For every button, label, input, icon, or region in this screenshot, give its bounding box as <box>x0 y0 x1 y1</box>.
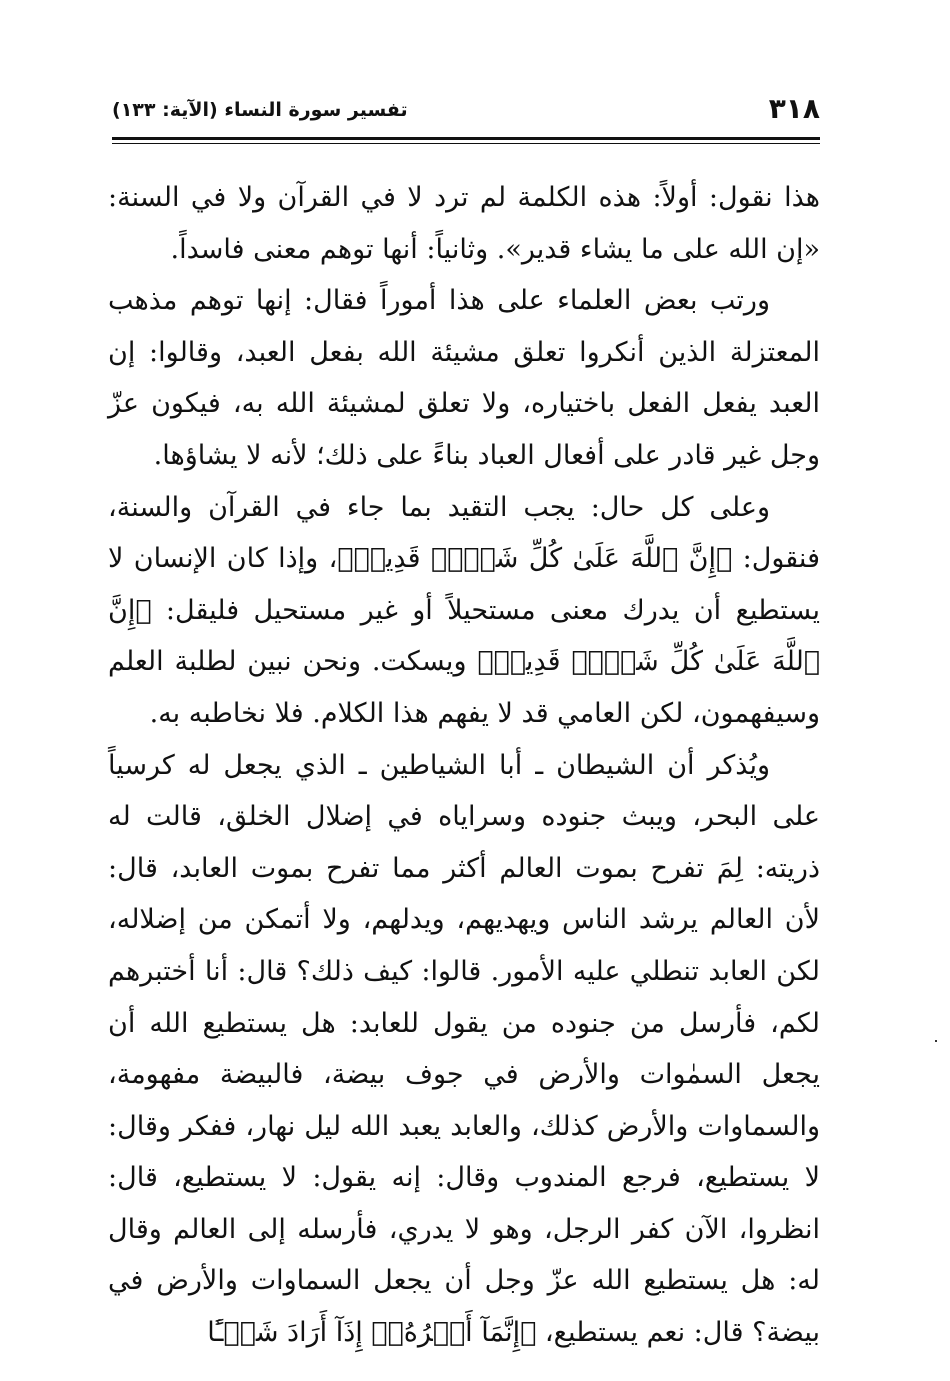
header-rule-thick <box>112 137 820 140</box>
paragraph-4: ويُذكر أن الشيطان ـ أبا الشياطين ـ الذي يجعل له كرسياً على البحر، ويبث جنوده وسراياه في إضلال الخلق، قالت له ذريته: لِمَ تفرح بموت العالم أكثر مما تفرح بموت العابد، قال: لأن العالم يرشد الناس ويهديهم، ويدلهم، ولا أتمكن من إضلاله، لكن العابد تنطلي عليه الأمور. قالوا: كيف ذلك؟ قال: أنا أختبرهم لكم، فأرسل من جنوده من يقول للعابد: هل يستطيع الله أن يجعل السمٰوات والأرض في جوف بيضة، فالبيضة مفهومة، والسماوات والأرض كذلك، والعابد يعبد الله ليل نهار، ففكر وقال: لا يستطيع، فرجع المندوب وقال: إنه يقول: لا يستطيع، قال: انظروا، الآن كفر الرجل، وهو لا يدري، فأرسله إلى العالم وقال له: هل يستطيع الله عزّ وجل أن يجعل السماوات والأرض في بيضة؟ قال: نعم يستطيع، ﴿إِنَّمَآ أَمۡرُهُۥٓ إِذَآ أَرَادَ شَيۡـًٔا <box>108 749 820 1349</box>
paragraph-2: ورتب بعض العلماء على هذا أموراً فقال: إنها توهم مذهب المعتزلة الذين أنكروا تعلق مشيئة الله بفعل العبد، وقالوا: إن العبد يفعل الفعل باختياره، ولا تعلق لمشيئة الله به، فيكون عزّ وجل غير قادر على أفعال العباد بناءً على ذلك؛ لأنه لا يشاؤها. <box>108 285 820 471</box>
page-number: ٣١٨ <box>768 92 820 125</box>
page-header <box>112 92 820 132</box>
paragraph-3: وعلى كل حال: يجب التقيد بما جاء في القرآن والسنة، فنقول: ﴿إِنَّ ٱللَّهَ عَلَىٰ كُلِّ شَيۡءٖ قَدِيرٞ﴾، وإذا كان الإنسان لا يستطيع أن يدرك معنى مستحيلاً أو غير مستحيل فليقل: ﴿إِنَّ ٱللَّهَ عَلَىٰ كُلِّ شَيۡءٖ قَدِيرٞ﴾ ويسكت. ونحن نبين لطلبة العلم وسيفهمون، لكن العامي قد لا يفهم هذا الكلام. فلا نخاطبه به. <box>108 491 820 729</box>
paragraph-1: هذا نقول: أولاً: هذه الكلمة لم ترد لا في القرآن ولا في السنة: «إن الله على ما يشاء قدير». وثانياً: أنها توهم معنى فاسداً. <box>108 182 820 265</box>
page-body <box>108 172 820 1359</box>
running-title: تفسير سورة النساء (الآية: ١٣٣) <box>112 99 408 121</box>
margin-dot <box>935 1040 937 1042</box>
header-rule-thin <box>112 143 820 144</box>
